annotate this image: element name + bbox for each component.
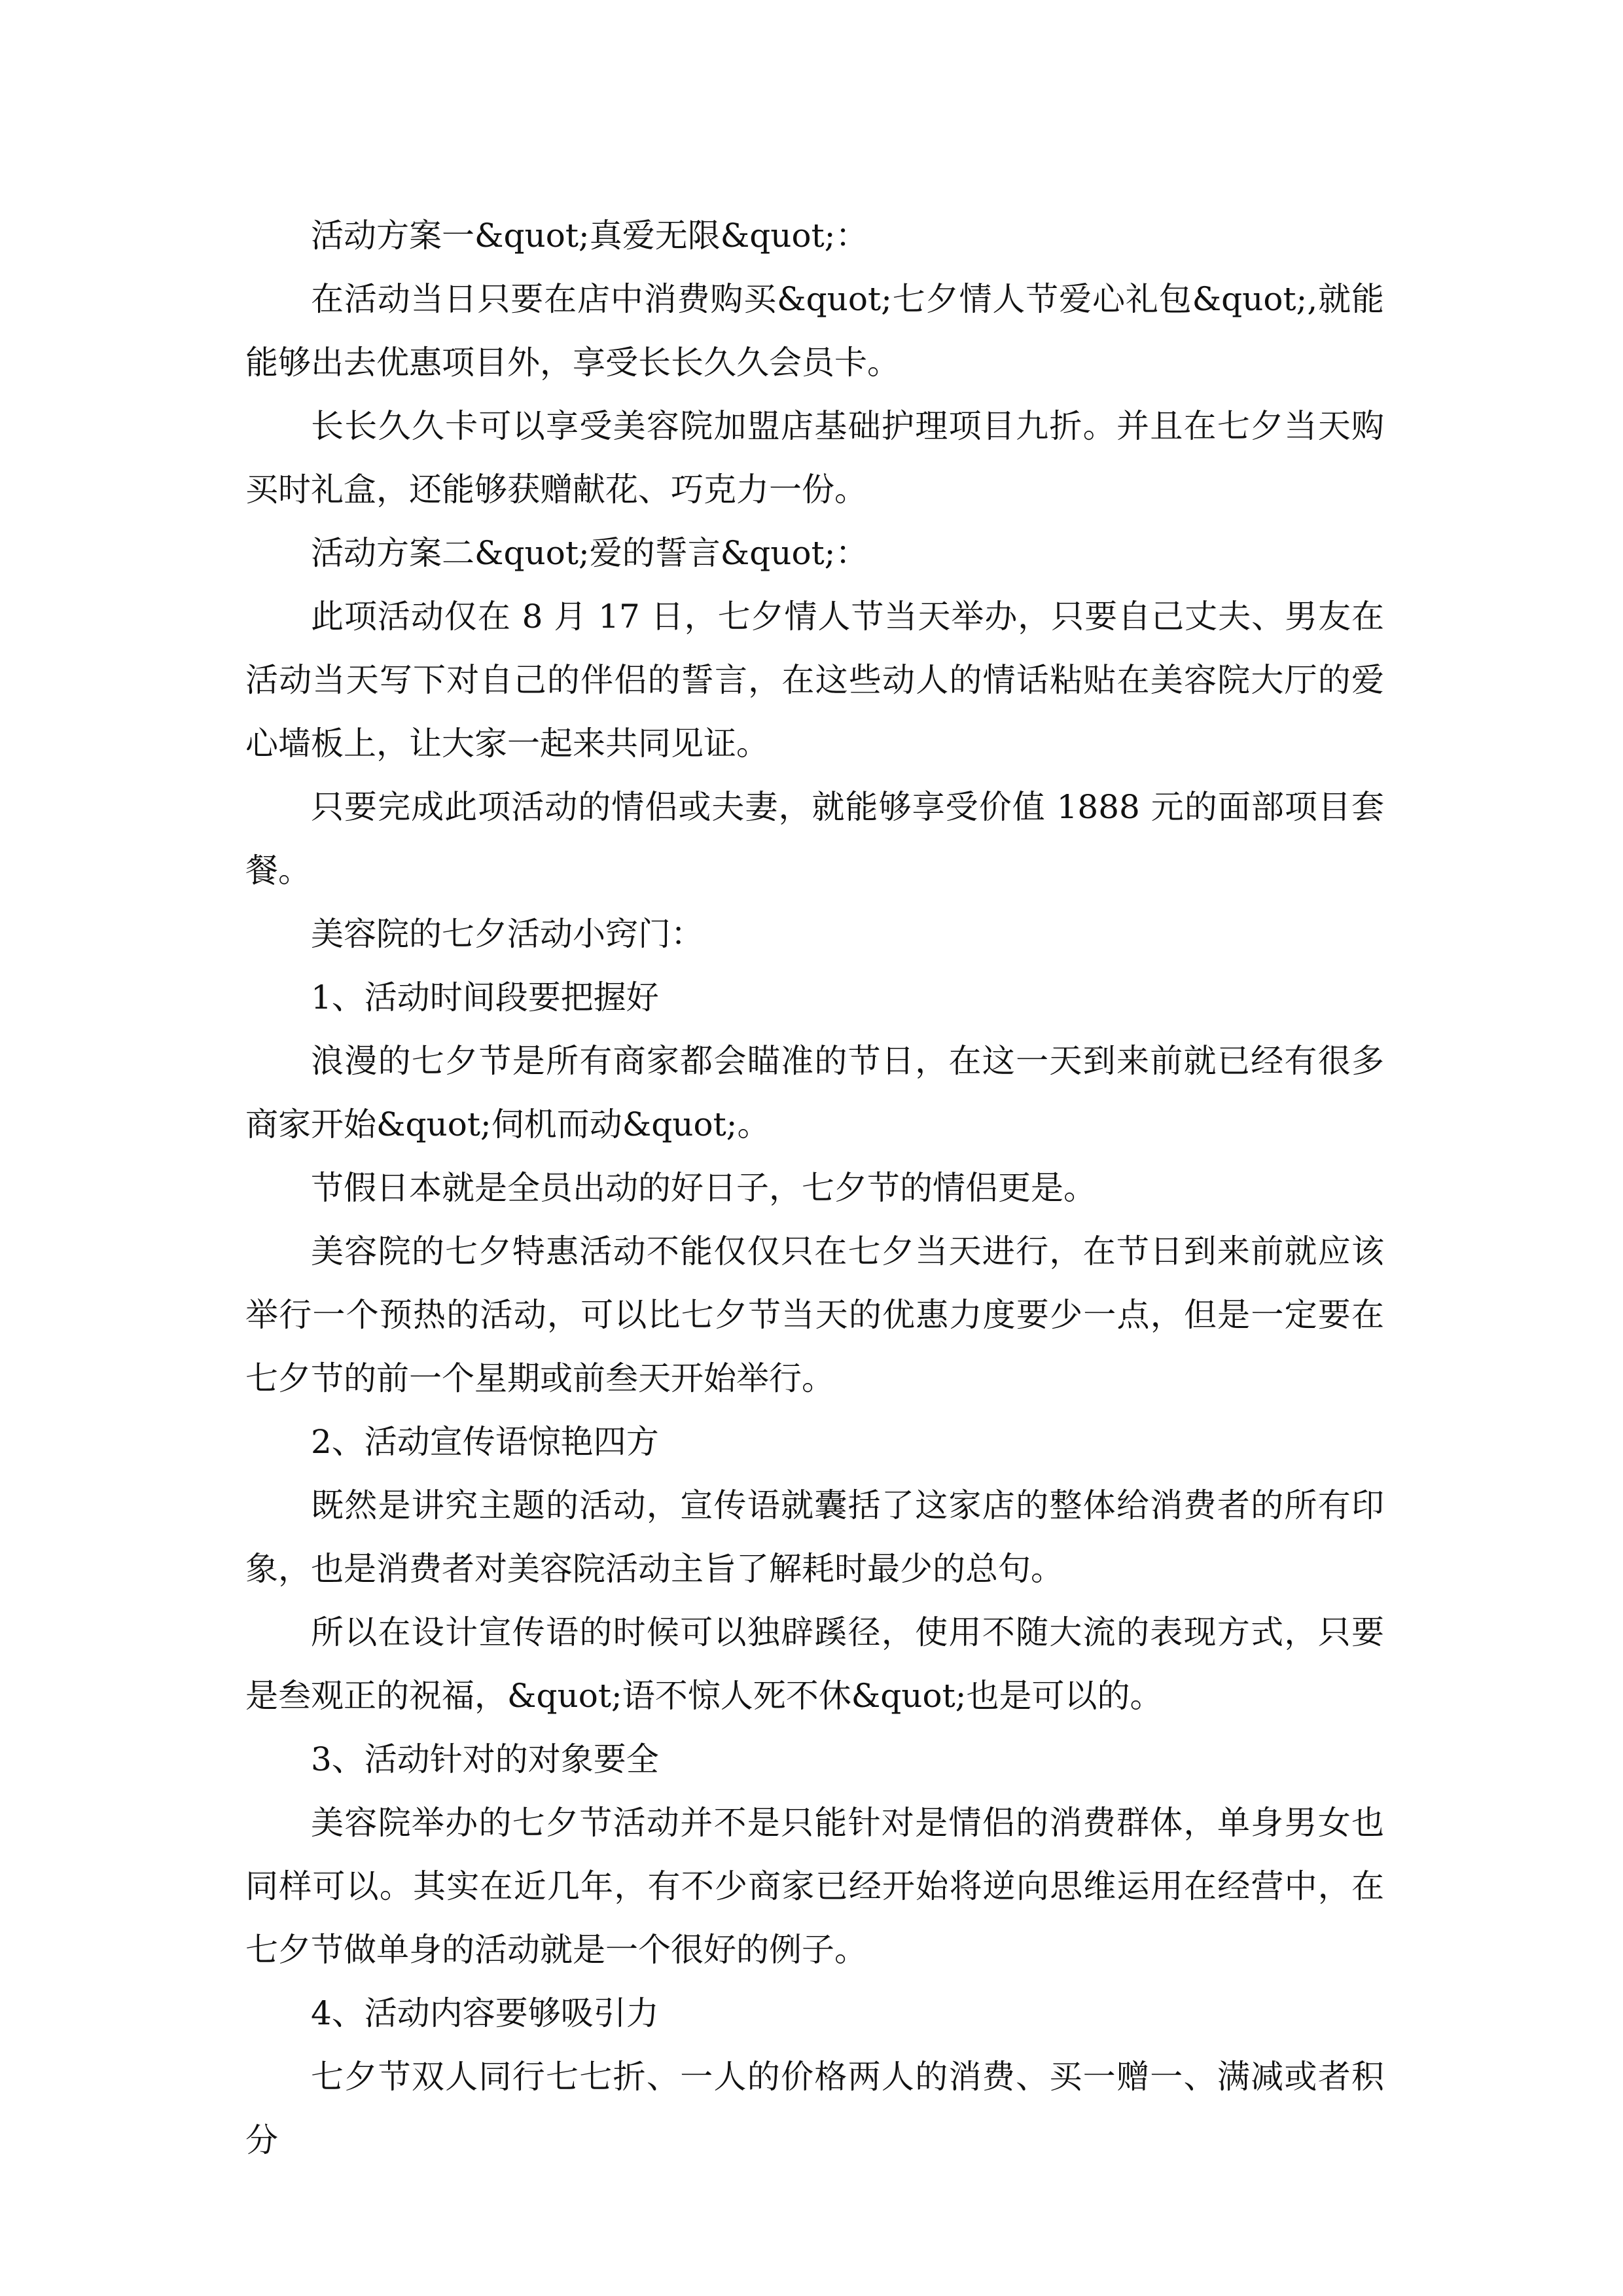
paragraph-plan-two-reward: 只要完成此项活动的情侣或夫妻，就能够享受价值 1888 元的面部项目套餐。 [245,788,1384,889]
document-body [245,204,1384,2172]
paragraph-tip-two-body-b: 所以在设计宣传语的时候可以独辟蹊径，使用不随大流的表现方式，只要是叁观正的祝福，&quot;语不惊人死不休&quot;也是可以的。 [245,1613,1384,1715]
paragraph-tip-two-heading: 2、活动宣传语惊艳四方 [311,1423,659,1461]
paragraph-membership-card: 长长久久卡可以享受美容院加盟店基础护理项目九折。并且在七夕当天购买时礼盒，还能够获赠献花、巧克力一份。 [245,407,1384,509]
paragraph-tip-one-heading: 1、活动时间段要把握好 [311,978,659,1016]
paragraph-plan-one-detail: 在活动当日只要在店中消费购买&quot;七夕情人节爱心礼包&quot;,就能能够出去优惠项目外，享受长长久久会员卡。 [245,280,1384,382]
paragraph-tip-four-body: 七夕节双人同行七七折、一人的价格两人的消费、买一赠一、满减或者积分 [245,2058,1384,2159]
paragraph-tips-heading: 美容院的七夕活动小窍门： [311,915,704,953]
paragraph-plan-one-title: 活动方案一&quot;真爱无限&quot;： [311,217,868,255]
paragraph-plan-two-detail: 此项活动仅在 8 月 17 日，七夕情人节当天举办，只要自己丈夫、男友在活动当天写下对自己的伴侣的誓言，在这些动人的情话粘贴在美容院大厅的爱心墙板上，让大家一起来共同见证。 [245,598,1384,762]
paragraph-tip-one-body-c: 美容院的七夕特惠活动不能仅仅只在七夕当天进行，在节日到来前就应该举行一个预热的活动，可以比七夕节当天的优惠力度要少一点，但是一定要在七夕节的前一个星期或前叁天开始举行。 [245,1232,1384,1397]
paragraph-tip-four-heading: 4、活动内容要够吸引力 [311,1994,659,2032]
paragraph-plan-two-title: 活动方案二&quot;爱的誓言&quot;： [311,534,868,572]
paragraph-tip-one-body-b: 节假日本就是全员出动的好日子，七夕节的情侣更是。 [311,1169,1096,1207]
paragraph-tip-three-heading: 3、活动针对的对象要全 [311,1740,659,1778]
paragraph-tip-one-body-a: 浪漫的七夕节是所有商家都会瞄准的节日，在这一天到来前就已经有很多商家开始&quot;伺机而动&quot;。 [245,1042,1384,1143]
paragraph-tip-three-body: 美容院举办的七夕节活动并不是只能针对是情侣的消费群体，单身男女也同样可以。其实在近几年，有不少商家已经开始将逆向思维运用在经营中，在七夕节做单身的活动就是一个很好的例子。 [245,1804,1384,1969]
paragraph-tip-two-body-a: 既然是讲究主题的活动，宣传语就囊括了这家店的整体给消费者的所有印象，也是消费者对美容院活动主旨了解耗时最少的总句。 [245,1486,1384,1588]
